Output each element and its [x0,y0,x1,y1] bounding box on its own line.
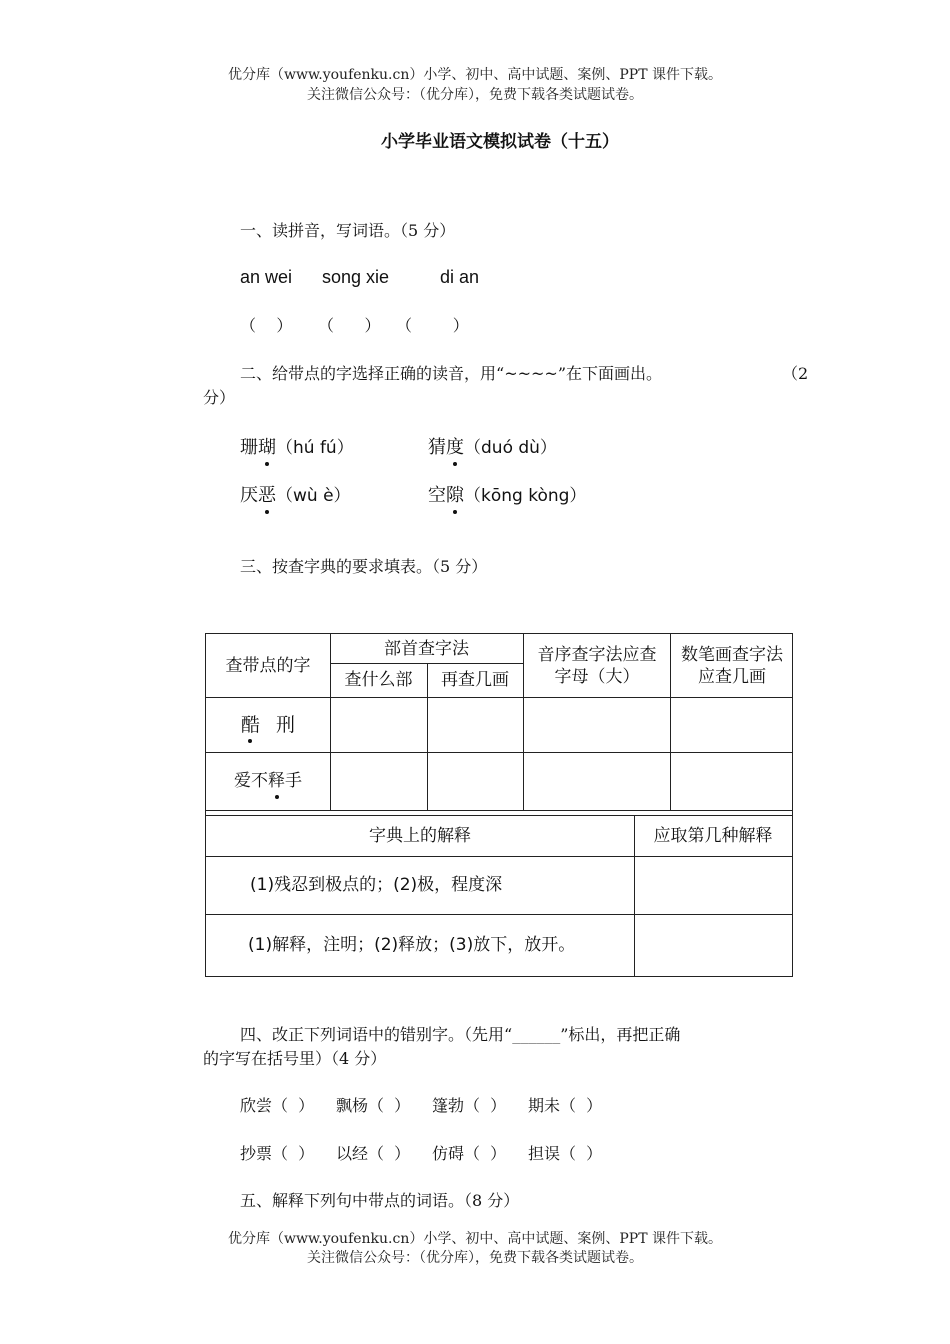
q4-heading-line2: 的字写在括号里）（4 分） [203,1049,387,1068]
q4-heading-part1: 四、改正下列词语中的错别字。（先用“ [240,1025,513,1044]
q2-heading-part2: ”在下面画出。 [557,364,662,383]
table-line [206,810,792,811]
page-header-line1: 优分库（www.youfenku.cn）小学、初中、高中试题、案例、PPT 课件下载。 [227,67,722,83]
page-header-line2: 关注微信公众号：（优分库），免费下载各类试题试卷。 [307,87,643,103]
q4-word-8[interactable]: 担误（ ） [528,1144,603,1163]
page-footer-line1: 优分库（www.youfenku.cn）小学、初中、高中试题、案例、PPT 课件下载。 [227,1231,722,1247]
q2-item-3 [240,481,351,507]
row1-strokes-input[interactable] [427,697,523,752]
header-bushou-which: 查什么部 [344,670,413,690]
definition-1-answer[interactable] [634,856,792,914]
row2-dotted-char: 释 [268,771,285,791]
dictionary-table [205,633,793,977]
q2-item-1-options[interactable]: （hú fú） [276,438,354,458]
row1-word [206,697,330,752]
q2-score-a: （2 [782,364,809,383]
q1-pinyin-3: di an [440,267,480,287]
row1-dotted-char: 酷 [240,713,260,736]
definition-2: (1)解释，注明；(2)释放；(3)放下，放开。 [248,935,576,955]
row1-yinxu-input[interactable] [523,697,670,752]
q4-word-4[interactable]: 期未（ ） [528,1096,603,1115]
q4-underline-mark: ______ [512,1025,561,1044]
q4-heading [203,1023,798,1047]
definition-1: (1)残忍到极点的；(2)极，程度深 [250,875,503,895]
q4-word-6[interactable]: 以经（ ） [336,1144,411,1163]
q2-item-2 [428,433,557,459]
q4-word-7[interactable]: 仿碍（ ） [432,1144,507,1163]
header-yinxu: 音序查字法应查字母（大） [537,644,657,687]
q4-word-2[interactable]: 飘杨（ ） [336,1096,411,1115]
header-bihua: 数笔画查字法应查几画 [681,644,783,687]
row2-post: 手 [285,771,302,791]
q4-word-5[interactable]: 抄票（ ） [240,1144,315,1163]
row1-bushou-input[interactable] [330,697,427,752]
q2-item-3-pre: 厌 [240,485,258,506]
q2-item-4-dotted-char: 隙 [446,481,464,507]
q3-heading: 三、按查字典的要求填表。（5 分） [240,557,488,576]
definition-2-answer[interactable] [634,914,792,976]
q2-item-2-pre: 猜 [428,437,446,458]
row2-word [206,752,330,810]
q2-item-1 [240,433,354,459]
row2-yinxu-input[interactable] [523,752,670,810]
q4-word-1[interactable]: 欣尝（ ） [240,1096,315,1115]
q2-item-1-dotted-char: 瑚 [258,433,276,459]
q2-wave-mark: ~~~~ [504,364,558,383]
q1-pinyin-2: song xie [322,267,390,287]
q1-pinyin-1: an wei [240,267,293,287]
page-title: 小学毕业语文模拟试卷（十五） [381,132,619,152]
header-which-definition: 应取第几种解释 [653,825,773,846]
q1-bracket-2[interactable]: （ ） [318,316,381,335]
q2-score-b: 分） [203,388,236,407]
q1-heading: 一、读拼音，写词语。（5 分） [240,221,456,240]
q2-heading-part1: 二、给带点的字选择正确的读音，用“ [240,364,505,383]
row2-bihua-input[interactable] [670,752,792,810]
q1-bracket-3[interactable]: （ ） [396,316,469,335]
q2-item-4-pre: 空 [428,485,446,506]
row2-bushou-input[interactable] [330,752,427,810]
q4-heading-part2: ”标出，再把正确 [560,1025,681,1044]
header-word: 查带点的字 [225,655,311,676]
header-bushou: 部首查字法 [384,638,469,659]
q1-bracket-1[interactable]: （ ） [240,316,293,335]
q5-heading: 五、解释下列句中带点的词语。（8 分） [240,1191,520,1210]
q2-heading [240,362,662,386]
row2-pre: 爱不 [234,771,268,791]
q2-item-2-dotted-char: 度 [446,433,464,459]
row1-bihua-input[interactable] [670,697,792,752]
q4-word-3[interactable]: 篷勃（ ） [432,1096,507,1115]
header-definition: 字典上的解释 [369,825,471,846]
q2-item-3-options[interactable]: （wù è） [276,486,351,506]
header-bushou-strokes: 再查几画 [441,670,509,690]
q2-item-4-options[interactable]: （kōng kòng） [464,486,587,506]
row1-char: 刑 [276,713,296,736]
q2-item-1-pre: 珊 [240,437,258,458]
row2-strokes-input[interactable] [427,752,523,810]
q2-item-3-dotted-char: 恶 [258,481,276,507]
q2-item-2-options[interactable]: （duó dù） [464,438,557,458]
page-footer-line2: 关注微信公众号：（优分库），免费下载各类试题试卷。 [307,1250,643,1266]
q2-item-4 [428,481,586,507]
